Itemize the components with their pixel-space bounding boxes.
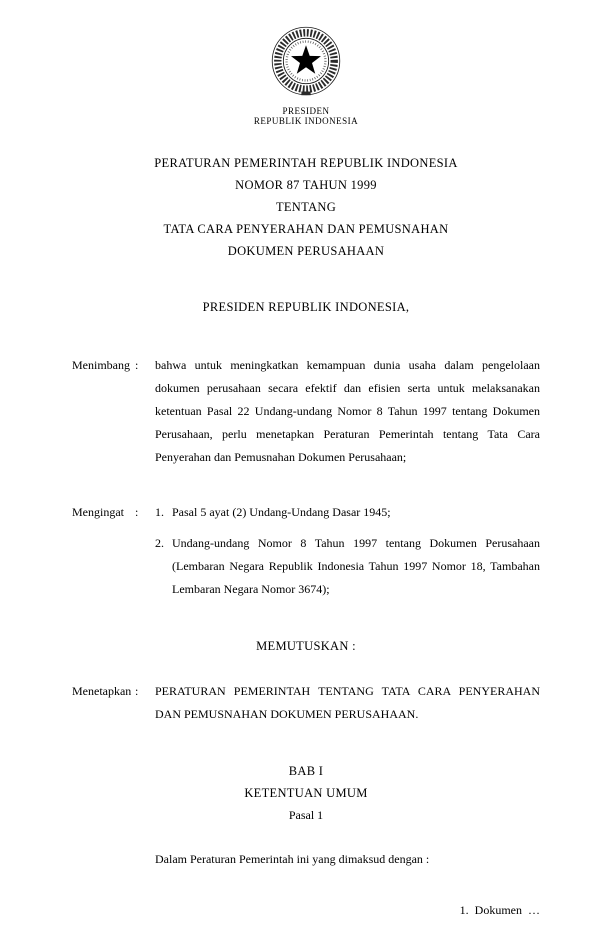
menetapkan-label: Menetapkan — [72, 684, 132, 698]
presidential-star-wreath-icon — [269, 24, 343, 98]
mengingat-item-2 — [155, 532, 540, 601]
document-title-block — [72, 152, 540, 262]
page-catchword: 1. Dokumen … — [459, 903, 540, 917]
mengingat-colon: : — [135, 505, 139, 519]
org-name-presiden: PRESIDEN — [282, 106, 330, 116]
item-number: 1. — [155, 505, 164, 519]
mengingat-section — [72, 501, 540, 601]
item-text: Pasal 5 ayat (2) Undang-Undang Dasar 1945; — [172, 505, 391, 519]
chapter-bab: BAB I — [288, 764, 324, 778]
title-line-5: DOKUMEN PERUSAHAAN — [227, 244, 385, 258]
title-line-4: TATA CARA PENYERAHAN DAN PEMUSNAHAN — [163, 222, 449, 236]
national-emblem — [269, 24, 343, 98]
document-content — [0, 152, 612, 922]
item-text: Undang-undang Nomor 8 Tahun 1997 tentang Dokumen Perusahaan (Lembaran Negara Republik Indonesia Tahun 1997 Nomor 18, Tambahan Lembaran Negara Nomor 3674); — [172, 536, 540, 596]
mengingat-label: Mengingat — [72, 505, 124, 519]
org-name-republik-indonesia: REPUBLIK INDONESIA — [253, 116, 359, 126]
menetapkan-colon: : — [135, 684, 139, 698]
document-header — [0, 0, 612, 126]
mengingat-item-1 — [155, 501, 540, 524]
title-line-3: TENTANG — [275, 200, 337, 214]
title-line-2: NOMOR 87 TAHUN 1999 — [235, 178, 377, 192]
chapter-heading-block — [72, 760, 540, 826]
menimbang-text: bahwa untuk meningkatkan kemampuan dunia usaha dalam pengelolaan dokumen perusahaan secara efektif dan efisien serta untuk melaksanakan ketentuan Pasal 22 Undang-undang Nomor 8 Tahun 1997 tentang Dokumen Perusahaan, perlu menetapkan Peraturan Pemerintah tentang Tata Cara Penyerahan dan Pemusnahan Dokumen Perusahaan; — [155, 358, 540, 464]
title-line-1: PERATURAN PEMERINTAH REPUBLIK INDONESIA — [154, 156, 458, 170]
menetapkan-text: PERATURAN PEMERINTAH TENTANG TATA CARA PENYERAHAN DAN PEMUSNAHAN DOKUMEN PERUSAHAAN. — [155, 684, 540, 721]
menimbang-section — [72, 354, 540, 469]
mengingat-list — [155, 501, 540, 601]
menimbang-label: Menimbang — [72, 358, 130, 372]
menimbang-colon: : — [135, 358, 139, 372]
menetapkan-section — [72, 680, 540, 726]
body-intro-text: Dalam Peraturan Pemerintah ini yang dimaksud dengan : — [155, 852, 430, 866]
item-number: 2. — [155, 536, 164, 550]
memutuskan-heading: MEMUTUSKAN : — [256, 639, 356, 653]
chapter-pasal: Pasal 1 — [288, 808, 324, 822]
salutation: PRESIDEN REPUBLIK INDONESIA, — [202, 300, 410, 314]
chapter-title: KETENTUAN UMUM — [244, 786, 368, 800]
